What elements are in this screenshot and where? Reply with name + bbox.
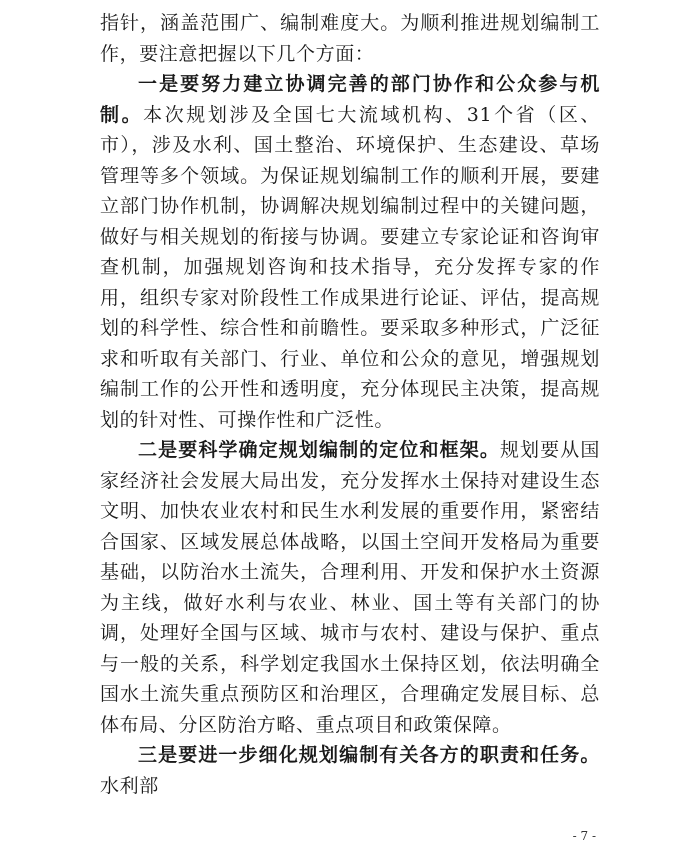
page-number: - 7 - <box>572 829 596 843</box>
paragraph-heading: 三是要进一步细化规划编制有关各方的职责和任务。 <box>138 744 600 766</box>
paragraph-positioning-framework <box>100 435 600 740</box>
paragraph-body: 水利部 <box>100 774 159 797</box>
paragraph-heading: 一是要努力建立协调完善的部门协作和公众参与机制。 <box>100 73 600 126</box>
opening-text: 指针，涵盖范围广、编制难度大。为顺利推进规划编制工作，要注意把握以下几个方面： <box>100 12 600 65</box>
paragraph-coordination-mechanism <box>100 69 600 435</box>
paragraph-body: 本次规划涉及全国七大流域机构、31个省（区、市），涉及水利、国土整治、环境保护、生态建设、草场管理等多个领域。为保证规划编制工作的顺利开展，要建立部门协作机制，协调解决规划编制过程中的关键问题，做好与相关规划的衔接与协调。要建立专家论证和咨询审查机制，加强规划咨询和技术指导，充分发挥专家的作用，组织专家对阶段性工作成果进行论证、评估，提高规划的科学性、综合性和前瞻性。要采取多种形式，广泛征求和听取有关部门、行业、单位和公众的意见，增强规划编制工作的公开性和透明度，充分体现民主决策，提高规划的针对性、可操作性和广泛性。 <box>100 103 600 431</box>
document-body <box>100 8 600 801</box>
paragraph-heading: 二是要科学确定规划编制的定位和框架。 <box>138 439 500 461</box>
opening-paragraph <box>100 8 600 69</box>
paragraph-body: 规划要从国家经济社会发展大局出发，充分发挥水土保持对建设生态文明、加快农业农村和民生水利发展的重要作用，紧密结合国家、区域发展总体战略，以国土空间开发格局为重要基础，以防治水土流失，合理利用、开发和保护水土资源为主线，做好水利与农业、林业、国土等有关部门的协调，处理好全国与区域、城市与农村、建设与保护、重点与一般的关系，科学划定我国水土保持区划，依法明确全国水土流失重点预防区和治理区，合理确定发展目标、总体布局、分区防治方略、重点项目和政策保障。 <box>100 439 600 736</box>
paragraph-responsibilities <box>100 740 600 801</box>
